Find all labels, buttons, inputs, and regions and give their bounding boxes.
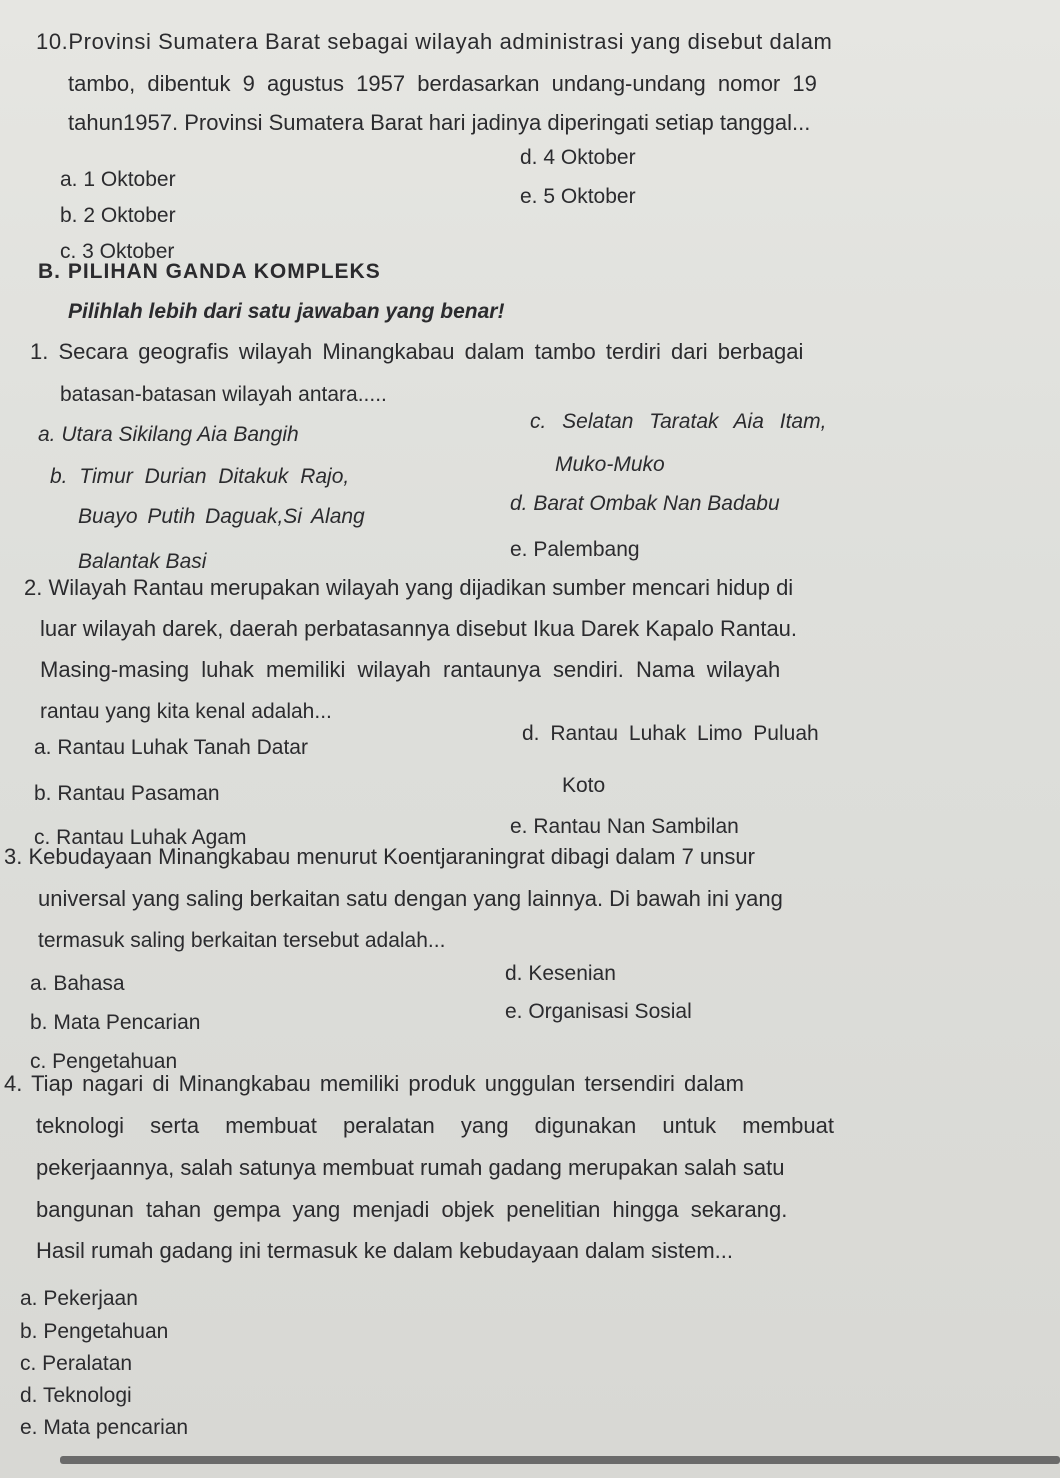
q2-line-1: 2. Wilayah Rantau merupakan wilayah yang dijadikan sumber mencari hidup di (24, 575, 794, 600)
q2-option-e: e. Rantau Nan Sambilan (510, 815, 739, 838)
q1-option-e: e. Palembang (510, 538, 640, 561)
q3-option-b: b. Mata Pencarian (30, 1011, 201, 1034)
q4-line-4: bangunan tahan gempa yang menjadi objek penelitian hingga sekarang. (36, 1197, 788, 1222)
q3-option-c: c. Pengetahuan (30, 1050, 178, 1073)
q3-line-2: universal yang saling berkaitan satu dengan yang lainnya. Di bawah ini yang (38, 886, 783, 911)
q1-line-1: 1. Secara geografis wilayah Minangkabau dalam tambo terdiri dari berbagai (30, 339, 804, 364)
q4-option-e: e. Mata pencarian (20, 1416, 189, 1439)
page-bottom-edge (60, 1456, 1060, 1464)
q10-option-a: a. 1 Oktober (60, 168, 176, 191)
q2-line-4: rantau yang kita kenal adalah... (40, 700, 332, 723)
q1-option-d: d. Barat Ombak Nan Badabu (510, 492, 780, 515)
q10-line-1: 10.Provinsi Sumatera Barat sebagai wilayah administrasi yang disebut dalam (36, 29, 833, 54)
q3-option-e: e. Organisasi Sosial (505, 1000, 692, 1023)
q2-line-3: Masing-masing luhak memiliki wilayah rantaunya sendiri. Nama wilayah (40, 657, 781, 682)
q1-option-a: a. Utara Sikilang Aia Bangih (38, 423, 299, 446)
q10-option-d: d. 4 Oktober (520, 146, 636, 169)
q2-option-d-line-1: d. Rantau Luhak Limo Puluah (522, 722, 819, 745)
q3-option-a: a. Bahasa (30, 972, 125, 995)
q1-option-b-line-2: Buayo Putih Daguak,Si Alang (78, 505, 365, 528)
q1-option-c-line-2: Muko-Muko (555, 453, 665, 476)
q4-option-a: a. Pekerjaan (20, 1287, 138, 1310)
q1-option-b-line-1: b. Timur Durian Ditakuk Rajo, (50, 465, 350, 488)
q2-line-2: luar wilayah darek, daerah perbatasannya disebut Ikua Darek Kapalo Rantau. (40, 616, 798, 641)
q3-line-1: 3. Kebudayaan Minangkabau menurut Koentjaraningrat dibagi dalam 7 unsur (4, 844, 755, 869)
q10-line-3: tahun1957. Provinsi Sumatera Barat hari jadinya diperingati setiap tanggal... (68, 110, 811, 135)
q4-line-3: pekerjaannya, salah satunya membuat rumah gadang merupakan salah satu (36, 1155, 785, 1180)
q10-line-2: tambo, dibentuk 9 agustus 1957 berdasarkan undang-undang nomor 19 (68, 71, 817, 96)
q10-option-b: b. 2 Oktober (60, 204, 176, 227)
q2-option-b: b. Rantau Pasaman (34, 782, 220, 805)
q4-option-b: b. Pengetahuan (20, 1320, 169, 1343)
q4-line-5: Hasil rumah gadang ini termasuk ke dalam kebudayaan dalam sistem... (36, 1238, 734, 1263)
q4-line-1: 4. Tiap nagari di Minangkabau memiliki produk unggulan tersendiri dalam (4, 1071, 744, 1096)
q10-option-c: c. 3 Oktober (60, 240, 175, 263)
q4-option-d: d. Teknologi (20, 1384, 132, 1407)
q1-option-c-line-1: c. Selatan Taratak Aia Itam, (530, 410, 827, 433)
q2-option-a: a. Rantau Luhak Tanah Datar (34, 736, 308, 759)
q4-line-2: teknologi serta membuat peralatan yang digunakan untuk membuat (36, 1113, 834, 1138)
q3-line-3: termasuk saling berkaitan tersebut adalah... (38, 929, 446, 952)
q3-option-d: d. Kesenian (505, 962, 616, 985)
q1-option-b-line-3: Balantak Basi (78, 550, 207, 573)
section-b-heading: B. PILIHAN GANDA KOMPLEKS (38, 260, 381, 283)
q10-option-e: e. 5 Oktober (520, 185, 636, 208)
q4-option-c: c. Peralatan (20, 1352, 133, 1375)
q2-option-c: c. Rantau Luhak Agam (34, 826, 247, 849)
q1-line-2: batasan-batasan wilayah antara..... (60, 383, 387, 406)
q2-option-d-line-2: Koto (562, 774, 606, 797)
section-b-instruction: Pilihlah lebih dari satu jawaban yang benar! (68, 300, 505, 323)
